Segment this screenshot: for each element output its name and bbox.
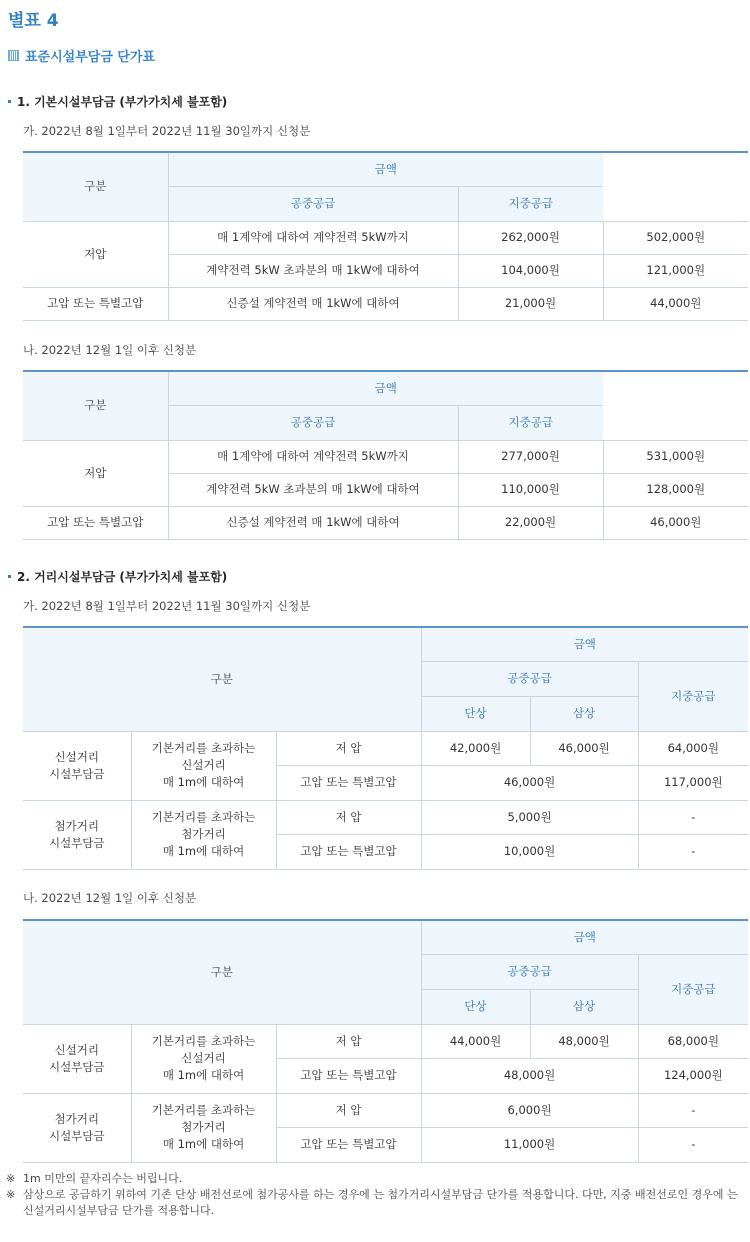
cell-underground: -: [638, 834, 748, 869]
header-three-phase: 삼상: [530, 696, 638, 731]
section-1-heading: [8, 93, 227, 110]
header-underground: 지중공급: [638, 661, 748, 731]
cell-single-phase: 44,000원: [421, 1024, 530, 1058]
header-amount: 금액: [168, 152, 603, 186]
cell-three-phase: 48,000원: [530, 1024, 638, 1058]
new-distance-name: [23, 1024, 131, 1093]
text-line: 첨가거리: [54, 1111, 99, 1126]
header-amount: 금액: [168, 371, 603, 405]
subtitle: [8, 46, 155, 65]
row-desc: 신증설 계약전력 매 1kW에 대하여: [168, 287, 458, 320]
text-line: 기본거리를 초과하는: [151, 741, 256, 755]
voltage-label: 고압 또는 특별고압: [276, 1127, 421, 1162]
text-line: 매 1m에 대하여: [162, 844, 245, 858]
header-underground: 지중공급: [638, 954, 748, 1024]
add-distance-desc: [131, 800, 276, 869]
text-line: 매 1m에 대하여: [162, 775, 245, 789]
text-line: 신설거리: [181, 1051, 226, 1065]
text-line: 시설부담금: [48, 1059, 105, 1074]
row-desc: 매 1계약에 대하여 계약전력 5kW까지: [168, 440, 458, 473]
text-line: 기본거리를 초과하는: [151, 1103, 256, 1117]
row-desc: 계약전력 5kW 초과분의 매 1kW에 대하여: [168, 473, 458, 506]
row-low-voltage: 저압: [23, 440, 168, 506]
section-2-heading: [8, 568, 227, 585]
text-line: 매 1m에 대하여: [162, 1068, 245, 1082]
cell-underground: 124,000원: [638, 1058, 748, 1093]
header-overhead: 공중공급: [168, 186, 458, 221]
row-high-voltage: 고압 또는 특별고압: [23, 287, 168, 320]
voltage-label: 저 압: [276, 1093, 421, 1127]
header-single-phase: 단상: [421, 696, 530, 731]
header-amount: 금액: [421, 920, 748, 954]
add-distance-name: [23, 800, 131, 869]
header-category: 구분: [23, 920, 421, 1024]
text-line: 첨가거리: [181, 1120, 226, 1134]
new-distance-desc: [131, 1024, 276, 1093]
cell-underground: 64,000원: [638, 731, 748, 765]
cell-underground: -: [638, 1127, 748, 1162]
header-category: 구분: [23, 627, 421, 731]
row-desc: 매 1계약에 대하여 계약전력 5kW까지: [168, 221, 458, 254]
header-overhead: 공중공급: [421, 661, 638, 696]
text-line: 매 1m에 대하여: [162, 1137, 245, 1151]
header-single-phase: 단상: [421, 989, 530, 1024]
square-bullet-icon: [8, 50, 19, 61]
header-overhead: 공중공급: [421, 954, 638, 989]
voltage-label: 고압 또는 특별고압: [276, 765, 421, 800]
section-1-heading-text: 1. 기본시설부담금 (부가가치세 불포함): [17, 95, 228, 109]
row-desc: 계약전력 5kW 초과분의 매 1kW에 대하여: [168, 254, 458, 287]
cell-underground: -: [638, 800, 748, 834]
cell-overhead: 277,000원: [458, 440, 603, 473]
cell-overhead: 104,000원: [458, 254, 603, 287]
text-line: 신설거리: [54, 1042, 99, 1057]
header-underground: 지중공급: [458, 186, 603, 221]
voltage-label: 저 압: [276, 1024, 421, 1058]
voltage-label: 저 압: [276, 731, 421, 765]
basic-charge-table-a: [23, 151, 748, 321]
header-three-phase: 삼상: [530, 989, 638, 1024]
note-mark: ※: [6, 1188, 16, 1201]
section-1a-period: 가. 2022년 8월 1일부터 2022년 11월 30일까지 신청분: [23, 124, 311, 138]
note-text: 1m 미만의 끝자리수는 버립니다.: [23, 1172, 183, 1185]
cell-overhead: 262,000원: [458, 221, 603, 254]
note: [6, 1171, 746, 1187]
new-distance-desc: [131, 731, 276, 800]
note-mark: ※: [6, 1172, 16, 1185]
cell-overhead: 5,000원: [421, 800, 638, 834]
cell-overhead: 6,000원: [421, 1093, 638, 1127]
header-category: 구분: [23, 152, 168, 221]
header-overhead: 공중공급: [168, 405, 458, 440]
row-desc: 신증설 계약전력 매 1kW에 대하여: [168, 506, 458, 539]
new-distance-name: [23, 731, 131, 800]
note: [6, 1187, 746, 1219]
bullet-icon: [8, 100, 11, 103]
cell-overhead: 48,000원: [421, 1058, 638, 1093]
voltage-label: 저 압: [276, 800, 421, 834]
voltage-label: 고압 또는 특별고압: [276, 1058, 421, 1093]
text-line: 첨가거리: [54, 818, 99, 833]
section-1b-period: 나. 2022년 12월 1일 이후 신청분: [23, 343, 197, 357]
text-line: 기본거리를 초과하는: [151, 810, 256, 824]
cell-underground: 68,000원: [638, 1024, 748, 1058]
row-high-voltage: 고압 또는 특별고압: [23, 506, 168, 539]
text-line: 신설거리: [54, 749, 99, 764]
notes: [6, 1171, 746, 1219]
note-text: 삼상으로 공급하기 위하여 기존 단상 배전선로에 첨가공사를 하는 경우에 는 첨가거리시설부담금 단가를 적용합니다. 다만, 지중 배전선로인 경우에 는 신설거리시설부담금 단가를 적용합니다.: [23, 1188, 738, 1217]
cell-overhead: 11,000원: [421, 1127, 638, 1162]
cell-underground: 46,000원: [603, 506, 748, 539]
text-line: 신설거리: [181, 758, 226, 772]
section-2a-period: 가. 2022년 8월 1일부터 2022년 11월 30일까지 신청분: [23, 599, 311, 613]
basic-charge-table-b: [23, 370, 748, 540]
cell-underground: -: [638, 1093, 748, 1127]
cell-underground: 531,000원: [603, 440, 748, 473]
voltage-label: 고압 또는 특별고압: [276, 834, 421, 869]
row-low-voltage: 저압: [23, 221, 168, 287]
cell-underground: 128,000원: [603, 473, 748, 506]
cell-single-phase: 42,000원: [421, 731, 530, 765]
cell-underground: 44,000원: [603, 287, 748, 320]
header-underground: 지중공급: [458, 405, 603, 440]
add-distance-desc: [131, 1093, 276, 1162]
text-line: 시설부담금: [48, 766, 105, 781]
section-2-heading-text: 2. 거리시설부담금 (부가가치세 불포함): [17, 570, 228, 584]
text-line: 시설부담금: [48, 1128, 105, 1143]
bullet-icon: [8, 575, 11, 578]
header-category: 구분: [23, 371, 168, 440]
cell-underground: 121,000원: [603, 254, 748, 287]
cell-overhead: 22,000원: [458, 506, 603, 539]
text-line: 첨가거리: [181, 827, 226, 841]
cell-overhead: 46,000원: [421, 765, 638, 800]
header-amount: 금액: [421, 627, 748, 661]
page-title: 별표 4: [8, 11, 59, 31]
cell-overhead: 10,000원: [421, 834, 638, 869]
cell-overhead: 110,000원: [458, 473, 603, 506]
cell-underground: 502,000원: [603, 221, 748, 254]
cell-three-phase: 46,000원: [530, 731, 638, 765]
distance-charge-table-b: [23, 919, 748, 1163]
section-2b-period: 나. 2022년 12월 1일 이후 신청분: [23, 891, 197, 905]
subtitle-text: 표준시설부담금 단가표: [25, 50, 156, 65]
cell-underground: 117,000원: [638, 765, 748, 800]
text-line: 시설부담금: [48, 835, 105, 850]
cell-overhead: 21,000원: [458, 287, 603, 320]
distance-charge-table-a: [23, 626, 748, 870]
text-line: 기본거리를 초과하는: [151, 1034, 256, 1048]
add-distance-name: [23, 1093, 131, 1162]
